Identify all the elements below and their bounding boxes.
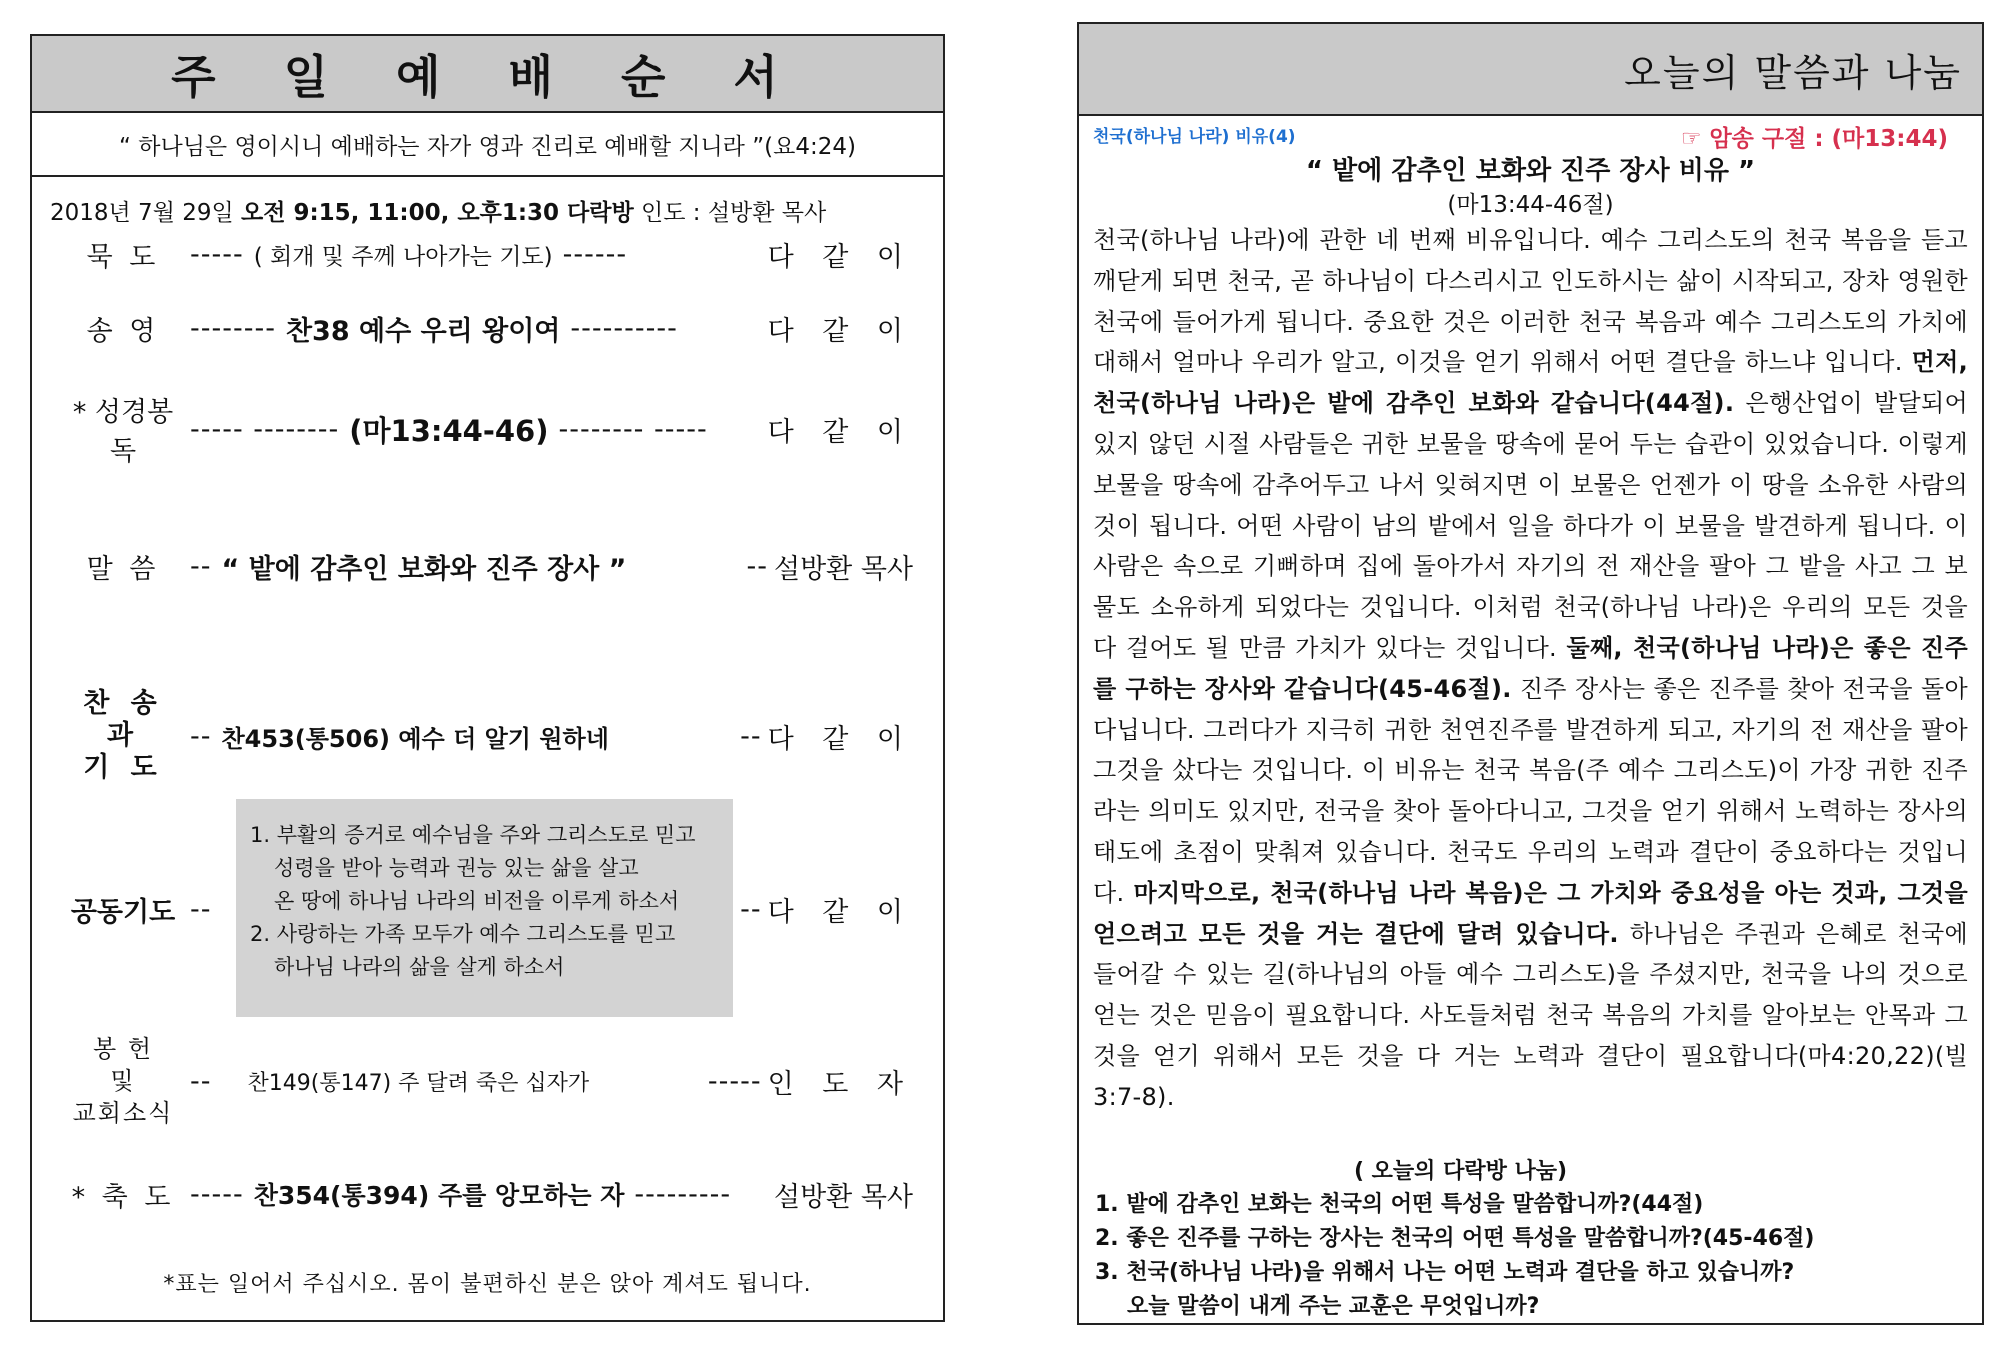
order-row-offering (62, 1031, 913, 1131)
discussion-title: ( 오늘의 다락방 나눔) (1353, 1159, 1568, 1184)
order-dash: --------- (634, 1178, 732, 1210)
common-prayer-box (236, 799, 733, 1017)
order-dash: ----- (190, 1178, 244, 1210)
body-segment: 하나님은 주권과 은혜로 천국에 들어갈 수 있는 길(하나님의 아들 예수 그리스도)을 주셨지만, 천국을 나의 것으로 얻는 것은 믿음이 필요합니다. 사도들처럼 천국 복음의 가치를 알아보는 안목과 그것을 얻기 위해서 모든 것을 다 거는 노력과 결단이 필요합니다(마4:20,22)(빌3:7-8). (1093, 919, 1968, 1111)
service-times: 오전 9:15, 11:00, 오후1:30 다락방 (241, 200, 634, 226)
order-label (62, 1033, 184, 1129)
service-date: 2018년 7월 29일 (50, 200, 242, 226)
order-dash: -- (740, 893, 762, 925)
body-segment-emphasis: 먼저, 천국(하나님 나라)은 밭에 감추인 보화와 같습니다(44절). (1093, 348, 1968, 418)
prayer-line: 1. 부활의 증거로 예수님을 주와 그리스도로 믿고 (250, 823, 696, 847)
order-right: 다 같 이 (767, 416, 913, 448)
order-right: 다 같 이 (767, 723, 913, 755)
sermon-panel-title: 오늘의 말씀과 나눔 (1079, 24, 1982, 116)
order-content: 찬354(통394) 주를 앙모하는 자 (253, 1181, 625, 1210)
sermon-title: “ 밭에 감추인 보화와 진주 장사 비유 ” (1305, 156, 1756, 186)
service-date-line (50, 194, 826, 227)
order-label: * 축 도 (71, 1181, 175, 1213)
order-content: “ 밭에 감추인 보화와 진주 장사 ” (221, 553, 627, 585)
prayer-line: 성령을 받아 능력과 권능 있는 삶을 살고 (274, 856, 639, 880)
order-row-benediction (62, 1174, 913, 1214)
order-row-silent-prayer (62, 234, 913, 274)
discussion-question: 3. 천국(하나님 나라)을 위해서 나는 어떤 노력과 결단을 하고 있습니까? (1095, 1260, 1795, 1285)
sermon-body (1093, 220, 1968, 1118)
memory-verse: ☞ 암송 구절 : (마13:44) (1680, 126, 1948, 152)
order-content: 찬149(통147) 주 달려 죽은 십자가 (247, 1070, 590, 1096)
worship-order-panel (30, 34, 945, 1322)
order-dash: -- (190, 720, 212, 752)
prayer-line: 하나님 나라의 삶을 살게 하소서 (274, 955, 565, 979)
order-content: 찬38 예수 우리 왕이여 (285, 315, 561, 347)
order-row-sermon (62, 546, 913, 586)
order-label: 묵 도 (86, 241, 160, 273)
order-content: 찬453(통506) 예수 더 알기 원하네 (221, 724, 609, 753)
order-right: 다 같 이 (767, 241, 913, 273)
order-row-scripture (62, 397, 913, 467)
body-segment: 진주 장사는 좋은 진주를 찾아 전국을 돌아다닙니다. 그러다가 지극히 귀한 천연진주를 발견하게 되고, 자기의 전 재산을 팔아 그것을 샀다는 것입니다. 이 비유는 천국 복음(주 예수 그리스도)이 가장 귀한 진주라는 의미도 있지만, 전국을 찾아 돌아다니고, 그것을 얻기 위해서 노력하는 장사의 태도에 초점이 맞춰져 있습니다. 천국도 우리의 노력과 결단이 중요하다는 것입니다. (1093, 674, 1968, 907)
discussion-question: 2. 좋은 진주를 구하는 장사는 천국의 어떤 특성을 말씀합니까?(45-46절) (1095, 1226, 1815, 1251)
order-label-line: 교회소식 (72, 1099, 174, 1127)
order-dash: -- (746, 550, 768, 582)
order-dash: -------- ----- (558, 413, 708, 445)
order-label: 공동기도 (70, 896, 176, 928)
order-right: 다 같 이 (767, 896, 913, 928)
sermon-panel (1077, 22, 1984, 1325)
prayer-line: 2. 사랑하는 가족 모두가 예수 그리스도를 믿고 (250, 922, 676, 946)
service-leader: 인도 : 설방환 목사 (633, 200, 827, 226)
order-content: ( 회개 및 주께 나아가는 기도) (253, 243, 553, 270)
order-label-line: 과 (106, 720, 140, 751)
sermon-reference: (마13:44-46절) (1447, 192, 1614, 218)
order-content: (마13:44-46) (349, 413, 549, 448)
order-label-line: 기 도 (83, 752, 163, 783)
order-dash: ------ (562, 238, 628, 270)
order-right: 다 같 이 (767, 315, 913, 347)
standing-footnote: *표는 일어서 주십시오. 몸이 불편하신 분은 앉아 계셔도 됩니다. (163, 1272, 812, 1297)
order-label: 말 씀 (86, 553, 160, 585)
body-segment: 천국(하나님 나라)에 관한 네 번째 비유입니다. 예수 그리스도의 천국 복음을 듣고 깨닫게 되면 천국, 곧 하나님이 다스리시고 인도하시는 삶이 시작되고, 장차 영원한 천국에 들어가게 됩니다. 중요한 것은 이러한 천국 복음과 예수 그리스도의 가치에 대해서 얼마나 우리가 알고, 이것을 얻기 위해서 어떤 결단을 하느냐 입니다. (1093, 226, 1968, 377)
order-dash: -- (190, 550, 212, 582)
discussion-questions (1095, 1188, 1968, 1324)
order-right: 설방환 목사 (774, 1181, 913, 1213)
order-row-hymn-prayer (62, 686, 913, 786)
order-label: 송 영 (86, 315, 160, 347)
key-verse: “ 하나님은 영이시니 예배하는 자가 영과 진리로 예배할 지니라 ”(요4:24) (32, 113, 943, 177)
order-label: * 성경봉독 (72, 397, 174, 467)
order-label-line: 찬 송 (83, 688, 163, 719)
order-dash: -- (740, 720, 762, 752)
order-dash: ----- -------- (190, 413, 340, 445)
order-dash: -------- (190, 312, 276, 344)
discussion-question: 오늘 말씀이 내게 주는 교훈은 무엇입니까? (1127, 1294, 1540, 1319)
order-dash: ----- (190, 238, 244, 270)
order-right: 설방환 목사 (774, 553, 913, 585)
order-right: 인 도 자 (767, 1068, 913, 1100)
order-label (62, 688, 184, 784)
discussion-question: 1. 밭에 감추인 보화는 천국의 어떤 특성을 말씀합니까?(44절) (1095, 1192, 1704, 1217)
prayer-line: 온 땅에 하나님 나라의 비전을 이루게 하소서 (274, 889, 680, 913)
order-label-line: 및 (110, 1067, 136, 1095)
body-segment-emphasis: 마지막으로, 천국(하나님 나라 복음)은 그 가치와 중요성을 아는 것과, 그것을 얻으려고 모든 것을 거는 결단에 달려 있습니다. (1093, 878, 1968, 948)
order-dash: ---------- (570, 312, 678, 344)
order-label-line: 봉 헌 (93, 1035, 153, 1063)
body-segment: 은행산업이 발달되어 있지 않던 시절 사람들은 귀한 보물을 땅속에 묻어 두는 습관이 있었습니다. 이렇게 보물을 땅속에 감추어두고 나서 잊혀지면 이 보물은 언젠가 이 땅을 소유한 사람의 것이 됩니다. 어떤 사람이 남의 밭에서 일을 하다가 이 보물을 발견하게 됩니다. 이 사람은 속으로 기뻐하며 집에 돌아가서 자기의 전 재산을 팔아 그 밭을 사고 그 보물도 소유하게 되었다는 것입니다. 이처럼 천국(하나님 나라)은 우리의 모든 것을 다 걸어도 될 만큼 가치가 있다는 것입니다. (1093, 389, 1968, 662)
parable-series: 천국(하나님 나라) 비유(4) (1093, 127, 1296, 147)
order-dash: -- (190, 893, 212, 925)
order-dash: -- (190, 1065, 212, 1097)
order-dash: ----- (707, 1065, 762, 1097)
order-row-praise (62, 308, 913, 348)
body-segment-emphasis: 둘째, 천국(하나님 나라)은 좋은 진주를 구하는 장사와 같습니다(45-46절). (1093, 633, 1968, 703)
worship-order-title: 주 일 예 배 순 서 (32, 36, 943, 113)
